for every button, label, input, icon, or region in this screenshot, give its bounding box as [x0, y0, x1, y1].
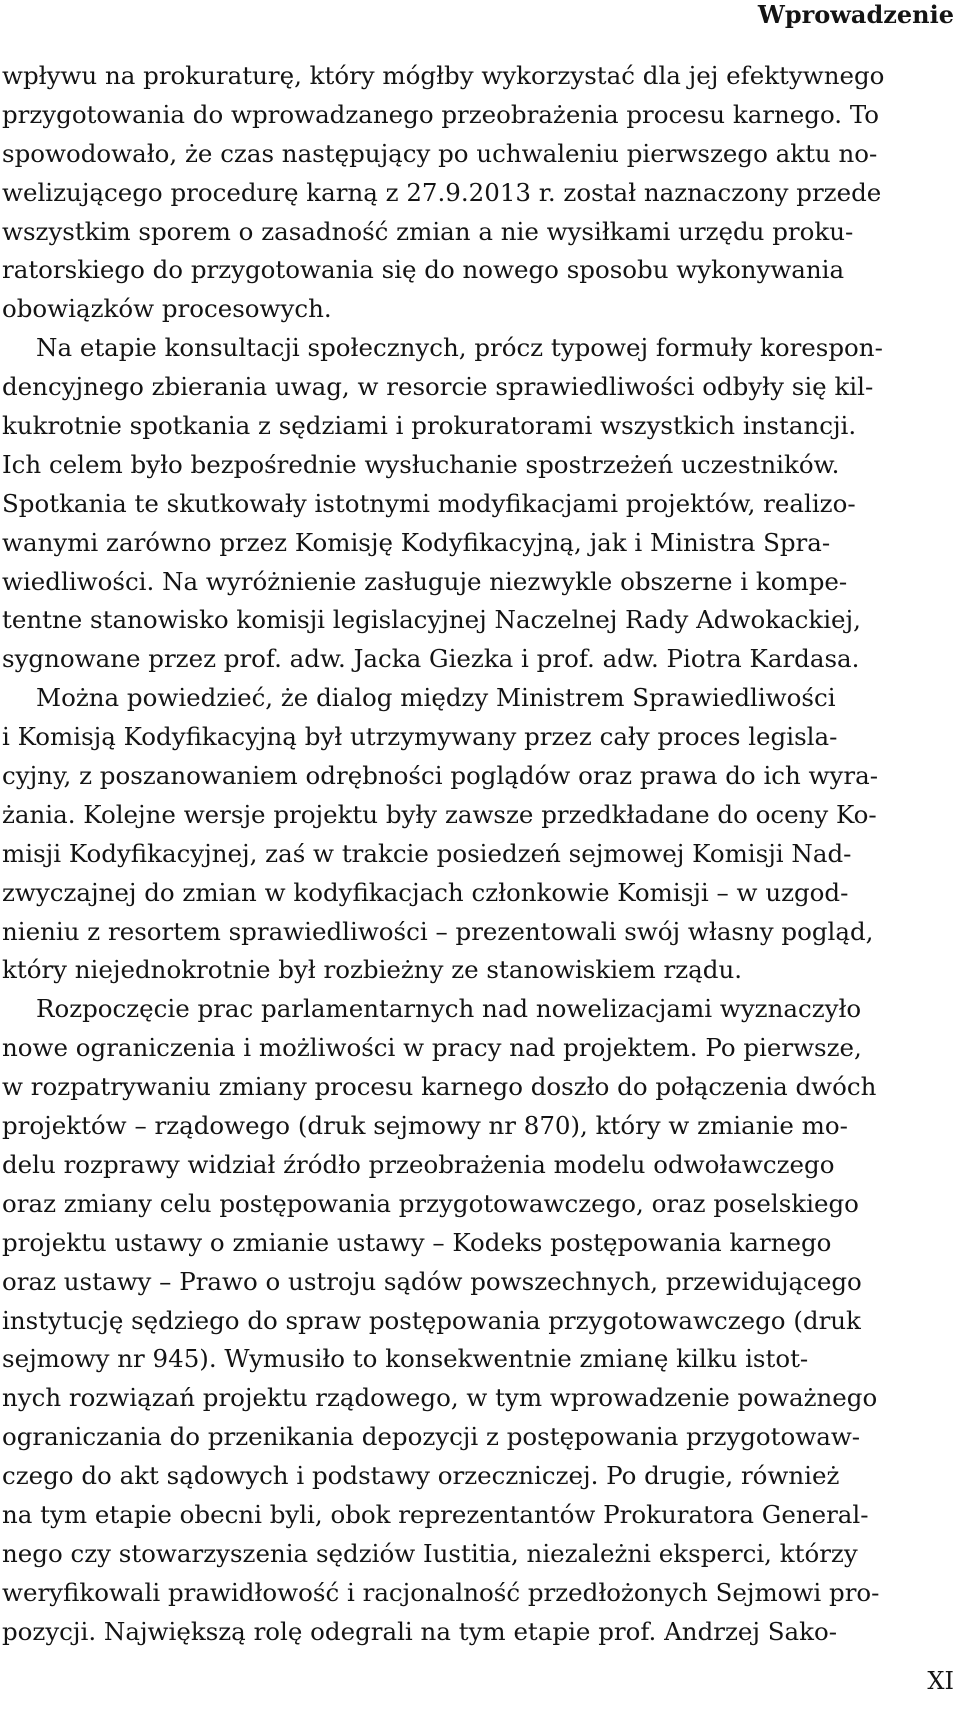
text-line: projektu ustawy o zmianie ustawy – Kodeks postępowania karnego	[2, 1227, 832, 1257]
text-line: sejmowy nr 945). Wymusiło to konsekwentnie zmianę kilku istot-	[2, 1344, 809, 1374]
text-line: delu rozprawy widział źródło przeobrażenia modelu odwoławczego	[2, 1149, 835, 1179]
text-line: kukrotnie spotkania z sędziami i prokuratorami wszystkich instancji.	[2, 411, 857, 441]
text-line: zwyczajnej do zmian w kodyfikacjach członkowie Komisji – w uzgod-	[2, 877, 849, 907]
text-line: welizującego procedurę karną z 27.9.2013 r. został naznaczony przede	[2, 177, 882, 207]
text-line: w rozpatrywaniu zmiany procesu karnego doszło do połączenia dwóch	[2, 1072, 877, 1102]
body-text	[2, 57, 958, 1652]
paragraph-start-line: Na etapie konsultacji społecznych, prócz typowej formuły korespon-	[36, 333, 883, 363]
text-line: obowiązków procesowych.	[2, 294, 332, 324]
text-line: Ich celem było bezpośrednie wysłuchanie spostrzeżeń uczestników.	[2, 449, 840, 479]
page-number: XI	[927, 1667, 954, 1695]
text-line: wiedliwości. Na wyróżnienie zasługuje niezwykle obszerne i kompe-	[2, 566, 848, 596]
text-line: tentne stanowisko komisji legislacyjnej Naczelnej Rady Adwokackiej,	[2, 605, 861, 635]
text-line: nieniu z resortem sprawiedliwości – prezentowali swój własny pogląd,	[2, 916, 874, 946]
text-line: na tym etapie obecni byli, obok reprezentantów Prokuratora General-	[2, 1499, 869, 1529]
text-line: oraz zmiany celu postępowania przygotowawczego, oraz poselskiego	[2, 1188, 859, 1218]
text-line: który niejednokrotnie był rozbieżny ze stanowiskiem rządu.	[2, 955, 743, 985]
running-header: Wprowadzenie	[757, 0, 954, 29]
text-line: oraz ustawy – Prawo o ustroju sądów powszechnych, przewidującego	[2, 1266, 862, 1296]
text-line: projektów – rządowego (druk sejmowy nr 870), który w zmianie mo-	[2, 1111, 848, 1141]
paragraph-start-line: Rozpoczęcie prac parlamentarnych nad nowelizacjami wyznaczyło	[36, 994, 862, 1024]
text-line: przygotowania do wprowadzanego przeobrażenia procesu karnego. To	[2, 99, 880, 129]
text-line: czego do akt sądowych i podstawy orzeczniczej. Po drugie, również	[2, 1461, 840, 1491]
text-line: pozycji. Największą rolę odegrali na tym etapie prof. Andrzej Sako-	[2, 1616, 838, 1646]
text-line: i Komisją Kodyfikacyjną był utrzymywany przez cały proces legisla-	[2, 722, 838, 752]
text-line: cyjny, z poszanowaniem odrębności poglądów oraz prawa do ich wyra-	[2, 761, 878, 791]
text-line: ograniczania do przenikania depozycji z postępowania przygotowaw-	[2, 1422, 861, 1452]
text-line: nych rozwiązań projektu rządowego, w tym wprowadzenie poważnego	[2, 1383, 878, 1413]
text-line: żania. Kolejne wersje projektu były zawsze przedkładane do oceny Ko-	[2, 799, 877, 829]
text-line: spowodowało, że czas następujący po uchwaleniu pierwszego aktu no-	[2, 138, 878, 168]
text-line: weryfikowali prawidłowość i racjonalność przedłożonych Sejmowi pro-	[2, 1577, 880, 1607]
text-line: instytucję sędziego do spraw postępowania przygotowawczego (druk	[2, 1305, 861, 1335]
text-line: wpływu na prokuraturę, który mógłby wykorzystać dla jej efektywnego	[2, 61, 885, 90]
text-line: wszystkim sporem o zasadność zmian a nie wysiłkami urzędu proku-	[2, 216, 854, 246]
text-line: nego czy stowarzyszenia sędziów Iustitia, niezależni eksperci, którzy	[2, 1538, 858, 1568]
text-line: misji Kodyfikacyjnej, zaś w trakcie posiedzeń sejmowej Komisji Nad-	[2, 838, 852, 868]
text-line: dencyjnego zbierania uwag, w resorcie sprawiedliwości odbyły się kil-	[2, 372, 874, 402]
paragraph-start-line: Można powiedzieć, że dialog między Ministrem Sprawiedliwości	[36, 683, 836, 713]
text-line: nowe ograniczenia i możliwości w pracy nad projektem. Po pierwsze,	[2, 1033, 862, 1063]
text-line: ratorskiego do przygotowania się do nowego sposobu wykonywania	[2, 255, 845, 285]
text-line: wanymi zarówno przez Komisję Kodyfikacyjną, jak i Ministra Spra-	[2, 527, 831, 557]
text-line: sygnowane przez prof. adw. Jacka Giezka i prof. adw. Piotra Kardasa.	[2, 644, 860, 674]
text-line: Spotkania te skutkowały istotnymi modyfikacjami projektów, realizo-	[2, 488, 856, 518]
